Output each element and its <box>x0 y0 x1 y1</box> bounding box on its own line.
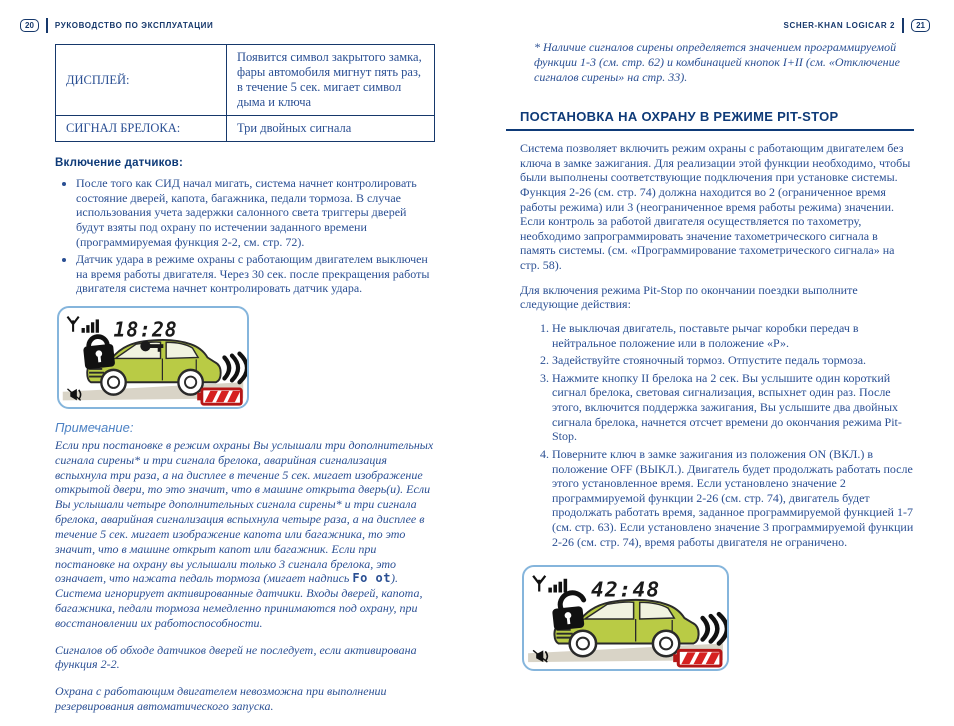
closed-lock-icon <box>82 335 115 369</box>
manual-page-20 <box>0 0 477 713</box>
note-heading: Примечание: <box>55 420 134 435</box>
header-title: SCHER-KHAN LOGICAR 2 <box>783 21 896 30</box>
section-heading-sensors: Включение датчиков: <box>55 157 183 169</box>
page-header-left <box>20 18 213 33</box>
page-header-right <box>784 18 930 33</box>
lcd-foot-label: Fo ot <box>352 571 391 586</box>
section-heading-pitstop: ПОСТАНОВКА НА ОХРАНУ В РЕЖИМЕ PIT-STOP <box>506 109 914 131</box>
table-label-signal: СИГНАЛ БРЕЛОКА: <box>56 116 227 142</box>
pitstop-intro: Для включения режима Pit-Stop по окончании поездки выполните следующие действия: <box>520 282 858 312</box>
table-row <box>56 116 435 142</box>
sensors-bullet-list <box>55 176 437 296</box>
pitstop-paragraph: Система позволяет включить режим охраны с работающим двигателем без ключа в замке зажигания. Для реализации этой функции необходимо, чтобы были выполнены соответствующие подключения при установке системы. Функция 2-26 (см. стр. 74) должна находится во 2 (ограниченное время работы режима) или 3 (неограниченное время работы режима) значении. Если контроль за работой двигателя осуществляется по тахометру, необходимо запрограммировать значение тахометрического сигнала в память системы. (см. «Программирование тахометрического сигнала» на стр. 58). <box>520 141 911 272</box>
header-divider <box>46 18 48 33</box>
step-item: 4. Поверните ключ в замке зажигания из положения ON (ВКЛ.) в положение OFF (ВЫКЛ.). Двигатель будет продолжать работать после этого установленное время. Если установлено значение 2 программируемой функции 2-26 (см. стр. 74), двигатель будет продолжать работать время, заданное программируемой функцией 1-7 (см. стр. 63). Если установлено значение 3 программируемой функции 2-26 (см. стр. 74), время работы двигателя не ограничено. <box>552 447 914 549</box>
remote-display-armed-art <box>59 308 247 407</box>
header-title: РУКОВОДСТВО ПО ЭКСПЛУАТАЦИИ <box>54 21 214 30</box>
note-text-after-lcd: ). Система игнорирует активированные датчики. Входы дверей, капота, багажника, педали тормоза немедленно принимаются под охрану, при восстановлении их работоспособности. <box>55 571 423 630</box>
note-paragraph: Охрана с работающим двигателем невозможна при выполнении резервирования автоматического запуска. <box>55 684 387 713</box>
open-lock-icon <box>550 592 586 631</box>
pitstop-steps-list <box>520 321 914 549</box>
lcd-time: 18:28 <box>113 318 178 342</box>
bullet-item: • После того как СИД начал мигать, система начнет контролировать состояние дверей, капота, багажника, педали тормоза. В случае использования учета задержки салонного света триггеры дверей будут взяты под охрану по истечении заданного времени (программируемая функция 2-2, см. стр. 72). <box>76 176 437 249</box>
page-number-badge: 20 <box>20 19 39 33</box>
remote-display-pitstop-art <box>524 567 727 669</box>
table-row <box>56 45 435 116</box>
battery-low-icon <box>673 651 721 667</box>
step-item: 1. Не выключая двигатель, поставьте рычаг коробки передач в нейтральное положение или в положение «Р». <box>552 321 914 350</box>
display-signal-table <box>55 44 435 142</box>
step-item: 2. Задействуйте стояночный тормоз. Отпустите педаль тормоза. <box>552 353 914 368</box>
manual-page-21 <box>477 0 954 674</box>
header-divider <box>902 18 904 33</box>
table-value-signal: Три двойных сигнала <box>227 116 435 142</box>
battery-low-icon <box>197 389 241 404</box>
table-label-display: ДИСПЛЕЙ: <box>56 45 227 116</box>
left-page-content <box>55 44 437 726</box>
shock-sensor-waves-icon <box>224 354 247 383</box>
signal-strength-icon <box>67 317 98 333</box>
table-value-display: Появится символ закрытого замка, фары автомобиля мигнут пять раз, в течение 5 сек. мигает символ дыма и ключа <box>227 45 435 116</box>
step-item: 3. Нажмите кнопку II брелока на 2 сек. Вы услышите один короткий сигнал брелока, световая сигнализация, вспыхнет один раз. После этого, включится поддержка зажигания, Вы услышите два двойных сигнала брелока, начнется отсчет времени до окончания режима Pit-Stop. <box>552 371 914 444</box>
note-paragraph: Сигналов об обходе датчиков дверей не последует, если активирована функция 2-2. <box>55 642 417 672</box>
remote-display-pitstop-figure <box>522 565 729 671</box>
page-number-badge: 21 <box>911 19 930 33</box>
lcd-time: 42:48 <box>590 578 661 602</box>
siren-footnote: * Наличие сигналов сирены определяется значением программируемой функции 1-3 (см. стр. 62) и комбинацией кнопок I+II (см. «Отключение сигналов сирены» на стр. 33). <box>534 40 900 84</box>
note-text-before-lcd: Если при постановке в режим охраны Вы услышали три дополнительных сигнала сирены* и три сигнала брелока, аварийная сигнализация вспыхнула три раза, а на дисплее в течение 5 сек. мигает изображение открытой двери, то это значит, что в машине открыта дверь(и). Если Вы услышали четыре дополнительных сигнала сирены* и три сигнала брелока, аварийная сигнализация вспыхнула четыре раза, а на дисплее в течение 5 сек. мигает изображение капота или багажника, то это значит, что в машине открыт капот или багажник. Если при постановке на охрану вы услышали только 3 сигнала брелока, это означает, что нажата педаль тормоза (мигает надпись <box>55 438 434 586</box>
right-page-content <box>520 40 914 671</box>
note-paragraph <box>55 438 437 631</box>
bullet-item: • Датчик удара в режиме охраны с работающим двигателем выключен на время работы двигателя. Через 30 сек. после прекращения работы двигателя система начнет контролировать датчик удара. <box>76 252 437 296</box>
signal-strength-icon <box>533 576 567 593</box>
remote-display-armed-figure <box>57 306 249 409</box>
shock-sensor-waves-icon <box>703 614 727 643</box>
